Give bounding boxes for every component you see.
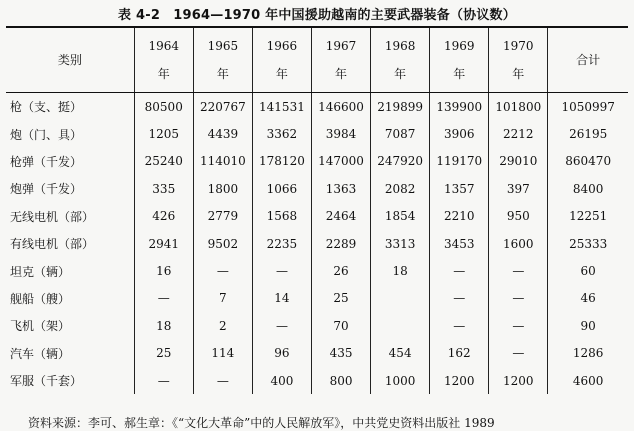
row-category-cell: 坦克（辆） bbox=[10, 264, 71, 279]
row-total-cell: 12251 bbox=[548, 203, 628, 230]
header-total: 合计 bbox=[548, 27, 628, 93]
header-year-1965: 1965 年 bbox=[193, 27, 252, 93]
row-total-cell: 1050997 bbox=[548, 93, 628, 121]
row-total-cell: 1286 bbox=[548, 340, 628, 367]
year-value-cell: 800 bbox=[311, 367, 370, 394]
year-value-cell: 220767 bbox=[193, 93, 252, 121]
row-category-cell: 无线电机（部） bbox=[10, 209, 95, 224]
year-value-cell: — bbox=[430, 257, 489, 284]
table-row bbox=[6, 367, 628, 394]
year-value-cell: 1800 bbox=[193, 175, 252, 202]
year-value-cell: 2464 bbox=[311, 203, 370, 230]
year-value-cell: — bbox=[134, 367, 193, 394]
table-title: 表 4-2 1964—1970 年中国援助越南的主要武器装备（协议数） bbox=[118, 8, 516, 23]
header-year-1970: 1970 年 bbox=[489, 27, 548, 93]
row-total-cell: 8400 bbox=[548, 175, 628, 202]
year-value-cell: 219899 bbox=[371, 93, 430, 121]
year-value-cell: 2 bbox=[193, 312, 252, 339]
row-category-cell: 军服（千套） bbox=[10, 374, 83, 389]
year-value-cell: 14 bbox=[252, 285, 311, 312]
year-value-cell: 1200 bbox=[489, 367, 548, 394]
header-year-1968: 1968 年 bbox=[371, 27, 430, 93]
year-value-cell: 435 bbox=[311, 340, 370, 367]
year-value-cell: 146600 bbox=[311, 93, 370, 121]
year-value-cell: 426 bbox=[134, 203, 193, 230]
year-value-cell: 25 bbox=[134, 340, 193, 367]
year-value-cell: 3362 bbox=[252, 120, 311, 147]
year-value-cell: 18 bbox=[371, 257, 430, 284]
year-value-cell bbox=[371, 285, 430, 312]
table-row bbox=[6, 148, 628, 175]
year-value-cell: 1205 bbox=[134, 120, 193, 147]
row-category-cell: 枪弹（千发） bbox=[10, 154, 83, 169]
year-value-cell: 26 bbox=[311, 257, 370, 284]
year-value-cell: — bbox=[193, 367, 252, 394]
year-value-cell: 3453 bbox=[430, 230, 489, 257]
table-row bbox=[6, 93, 628, 121]
row-category-cell: 炮（门、具） bbox=[10, 127, 83, 142]
year-value-cell: — bbox=[489, 285, 548, 312]
year-value-cell: 101800 bbox=[489, 93, 548, 121]
year-value-cell: 18 bbox=[134, 312, 193, 339]
year-value-cell: 2289 bbox=[311, 230, 370, 257]
year-value-cell: — bbox=[489, 340, 548, 367]
year-value-cell: — bbox=[489, 312, 548, 339]
year-value-cell: — bbox=[430, 285, 489, 312]
year-value-cell: 70 bbox=[311, 312, 370, 339]
year-value-cell: 2212 bbox=[489, 120, 548, 147]
year-value-cell: 7087 bbox=[371, 120, 430, 147]
year-value-cell: 1066 bbox=[252, 175, 311, 202]
year-value-cell: 4439 bbox=[193, 120, 252, 147]
table-row bbox=[6, 175, 628, 202]
year-value-cell: 2941 bbox=[134, 230, 193, 257]
year-value-cell: 7 bbox=[193, 285, 252, 312]
year-value-cell: — bbox=[489, 257, 548, 284]
year-value-cell: 247920 bbox=[371, 148, 430, 175]
year-value-cell: 2779 bbox=[193, 203, 252, 230]
year-value-cell: 141531 bbox=[252, 93, 311, 121]
year-value-cell: 96 bbox=[252, 340, 311, 367]
year-value-cell: — bbox=[252, 312, 311, 339]
year-value-cell: 3984 bbox=[311, 120, 370, 147]
header-year-1967: 1967 年 bbox=[311, 27, 370, 93]
year-value-cell: 139900 bbox=[430, 93, 489, 121]
table-row bbox=[6, 230, 628, 257]
year-value-cell: 162 bbox=[430, 340, 489, 367]
year-value-cell: 2235 bbox=[252, 230, 311, 257]
year-value-cell: 3906 bbox=[430, 120, 489, 147]
year-value-cell bbox=[371, 312, 430, 339]
year-value-cell: 454 bbox=[371, 340, 430, 367]
header-year-1966: 1966 年 bbox=[252, 27, 311, 93]
row-category-cell: 飞机（架） bbox=[10, 319, 71, 334]
year-value-cell: — bbox=[252, 257, 311, 284]
row-category-cell: 舰船（艘） bbox=[10, 291, 71, 306]
source-footnote: 资料来源：李可、郝生章：《“文化大革命”中的人民解放军》，中共党史资料出版社 1989 bbox=[28, 416, 495, 430]
year-value-cell: 29010 bbox=[489, 148, 548, 175]
year-value-cell: 147000 bbox=[311, 148, 370, 175]
year-value-cell: 25240 bbox=[134, 148, 193, 175]
year-value-cell: 114010 bbox=[193, 148, 252, 175]
year-value-cell: 119170 bbox=[430, 148, 489, 175]
year-value-cell: 9502 bbox=[193, 230, 252, 257]
year-value-cell: — bbox=[193, 257, 252, 284]
header-year-1964: 1964 年 bbox=[134, 27, 193, 93]
year-value-cell: 950 bbox=[489, 203, 548, 230]
table-row bbox=[6, 203, 628, 230]
year-value-cell: 397 bbox=[489, 175, 548, 202]
row-total-cell: 4600 bbox=[548, 367, 628, 394]
table-row bbox=[6, 340, 628, 367]
year-value-cell: 16 bbox=[134, 257, 193, 284]
table-row bbox=[6, 312, 628, 339]
row-total-cell: 46 bbox=[548, 285, 628, 312]
row-total-cell: 26195 bbox=[548, 120, 628, 147]
year-value-cell: — bbox=[134, 285, 193, 312]
year-value-cell: 1000 bbox=[371, 367, 430, 394]
year-value-cell: 25 bbox=[311, 285, 370, 312]
year-value-cell: 1600 bbox=[489, 230, 548, 257]
table-row bbox=[6, 120, 628, 147]
row-total-cell: 90 bbox=[548, 312, 628, 339]
year-value-cell: 2210 bbox=[430, 203, 489, 230]
year-value-cell: 1357 bbox=[430, 175, 489, 202]
year-value-cell: 114 bbox=[193, 340, 252, 367]
row-category-cell: 汽车（辆） bbox=[10, 346, 71, 361]
year-value-cell: 1568 bbox=[252, 203, 311, 230]
year-value-cell: 1200 bbox=[430, 367, 489, 394]
year-value-cell: 335 bbox=[134, 175, 193, 202]
row-category-cell: 炮弹（千发） bbox=[10, 182, 83, 197]
table-container bbox=[6, 26, 628, 394]
row-category-cell: 枪（支、挺） bbox=[10, 100, 83, 115]
year-value-cell: 80500 bbox=[134, 93, 193, 121]
row-total-cell: 860470 bbox=[548, 148, 628, 175]
year-value-cell: 400 bbox=[252, 367, 311, 394]
weapons-table bbox=[6, 26, 628, 394]
row-total-cell: 60 bbox=[548, 257, 628, 284]
year-value-cell: 178120 bbox=[252, 148, 311, 175]
table-row bbox=[6, 257, 628, 284]
year-value-cell: 1363 bbox=[311, 175, 370, 202]
row-category-cell: 有线电机（部） bbox=[10, 237, 95, 252]
table-row bbox=[6, 285, 628, 312]
year-value-cell: — bbox=[430, 312, 489, 339]
header-year-1969: 1969 年 bbox=[430, 27, 489, 93]
table-header-row bbox=[6, 27, 628, 93]
row-total-cell: 25333 bbox=[548, 230, 628, 257]
year-value-cell: 2082 bbox=[371, 175, 430, 202]
table-body bbox=[6, 93, 628, 395]
year-value-cell: 1854 bbox=[371, 203, 430, 230]
header-category: 类别 bbox=[6, 27, 134, 93]
year-value-cell: 3313 bbox=[371, 230, 430, 257]
